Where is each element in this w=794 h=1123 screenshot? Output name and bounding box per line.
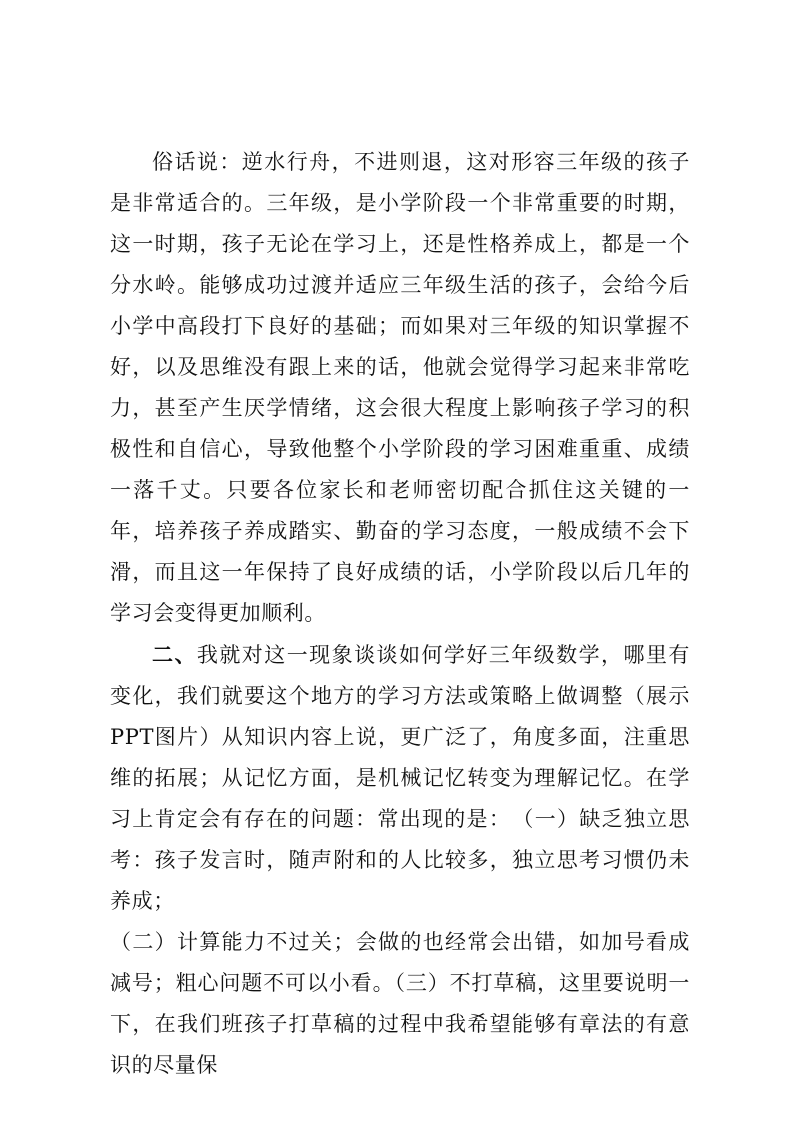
section-two-text: 我就对这一现象谈谈如何学好三年级数学，哪里有变化，我们就要这个地方的学习方法或策略上做调整（展示PPT图片）从知识内容上说，更广泛了，角度多面，注重思维的拓展；从记忆方面，是机械记忆转变为理解记忆。在学习上肯定会有存在的问题：常出现的是： （一）缺乏独立思考：孩子发言时，随声附和的人比较多，独立思考习惯仍未养成； <box>110 643 690 913</box>
paragraph-problems: （二）计算能力不过关；会做的也经常会出错，如加号看成减号；粗心问题不可以小看。（三）不打草稿，这里要说明一下，在我们班孩子打草稿的过程中我希望能够有章法的有意识的尽量保 <box>110 930 690 1077</box>
section-two-marker: 二、 <box>152 642 197 667</box>
paragraph-intro: 俗话说：逆水行舟，不进则退，这对形容三年级的孩子是非常适合的。三年级，是小学阶段一个非常重要的时期，这一时期，孩子无论在学习上，还是性格养成上，都是一个分水岭。能够成功过渡并适应三年级生活的孩子，会给今后小学中高段打下良好的基础；而如果对三年级的知识掌握不好，以及思维没有跟上来的话，他就会觉得学习起来非常吃力，甚至产生厌学情绪，这会很大程度上影响孩子学习的积极性和自信心，导致他整个小学阶段的学习困难重重、成绩一落千丈。只要各位家长和老师密切配合抓住这关键的一年，培养孩子养成踏实、勤奋的学习态度，一般成绩不会下滑，而且这一年保持了良好成绩的话，小学阶段以后几年的学习会变得更加顺利。 <box>110 150 690 625</box>
paragraph-section-two <box>110 634 690 922</box>
document-body <box>110 142 690 1086</box>
